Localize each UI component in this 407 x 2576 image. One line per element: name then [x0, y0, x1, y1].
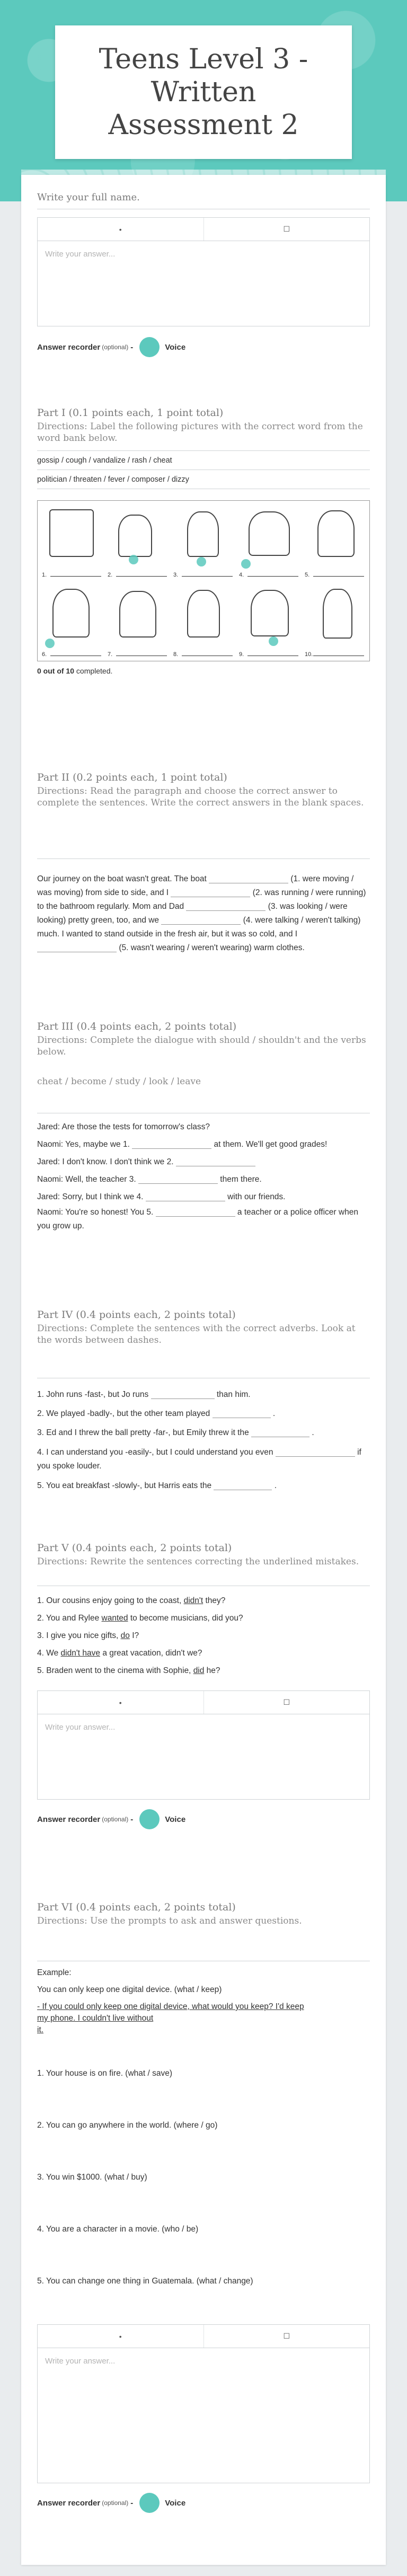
- picture-cell-1: [42, 504, 103, 578]
- recorder-optional: (optional): [102, 1816, 129, 1823]
- picture-label-grid: [37, 500, 370, 661]
- picture-answer-field[interactable]: [50, 576, 101, 577]
- picture-cell-4: [239, 504, 300, 578]
- part4-sentences: [37, 1385, 370, 1495]
- sentence: 3. I give you nice gifts, do I?: [37, 1631, 139, 1640]
- editor-toolbar: [38, 2325, 369, 2348]
- part2-directions: Directions: Read the paragraph and choose the correct answer to complete the sentences. Write the correct answers in the blank spaces.: [37, 786, 364, 808]
- picture-cell-10: [305, 583, 366, 658]
- dialogue-line: Naomi: Well, the teacher 3. them there.: [37, 1171, 370, 1188]
- picture-answer-field[interactable]: [116, 576, 167, 577]
- gap-field-2[interactable]: [171, 887, 250, 897]
- gap-field-2[interactable]: [213, 1407, 271, 1418]
- word-bank-line-2: politician / threaten / fever / composer / dizzy: [37, 475, 189, 484]
- fever-illustration: [187, 511, 219, 557]
- bullet-list-button[interactable]: •: [119, 2332, 122, 2341]
- answer-recorder: [37, 2493, 185, 2513]
- answer-recorder: [37, 1809, 185, 1829]
- gap-field-4[interactable]: [276, 1446, 355, 1457]
- picture-cell-6: [42, 583, 103, 658]
- paragraph-text: (2. was running / were running) to the bathroom regularly. Mom and Dad: [37, 888, 366, 911]
- insert-image-button[interactable]: ☐: [204, 2325, 370, 2348]
- sentence: 4. I can understand you -easily-, but I could understand you even if you spoke louder.: [37, 1446, 370, 1473]
- politician-illustration: [118, 515, 152, 557]
- picture-answer-field[interactable]: [247, 576, 298, 577]
- picture-answer-field[interactable]: [182, 576, 233, 577]
- dizzy-illustration: [317, 510, 355, 557]
- sentence: 1. Our cousins enjoy going to the coast, didn't they?: [37, 1596, 226, 1605]
- picture-number: 7.: [108, 651, 113, 658]
- divider: [37, 858, 370, 859]
- title-box: [55, 25, 352, 159]
- prompt-1: 1. Your house is on fire. (what / save): [37, 2069, 173, 2078]
- paragraph-text: Our journey on the boat wasn't great. The boat: [37, 874, 207, 883]
- paragraph-text: (4. were talking / weren't talking) much. I wanted to stand outside in the fresh air, but it was so cold, and I: [37, 916, 361, 939]
- picture-number: 9.: [239, 651, 244, 658]
- record-voice-button[interactable]: [139, 337, 160, 357]
- recorder-dash: -: [130, 2498, 134, 2508]
- name-prompt: Write your full name.: [37, 192, 140, 203]
- gap-field-1[interactable]: [132, 1138, 211, 1149]
- divider: [37, 450, 370, 451]
- part5-sentences: [37, 1592, 370, 1679]
- dialogue-line: Jared: Sorry, but I think we 4. with our friends.: [37, 1188, 370, 1206]
- sentence: 2. We played -badly-, but the other team played .: [37, 1404, 370, 1423]
- answer-placeholder: Write your answer...: [45, 250, 116, 259]
- dialogue-line: Jared: Are those the tests for tomorrow's class?: [37, 1122, 210, 1131]
- prompt-4: 4. You are a character in a movie. (who / be): [37, 2225, 199, 2234]
- hint-dot[interactable]: [45, 639, 55, 648]
- gap-field-4[interactable]: [161, 914, 241, 925]
- dialogue-line: Naomi: You're so honest! You 5. a teacher or a police officer when you grow up.: [37, 1206, 370, 1233]
- sentence: 5. You eat breakfast -slowly-, but Harris eats the .: [37, 1476, 370, 1495]
- part2-title: Part II (0.2 points each, 1 point total): [37, 772, 227, 783]
- gap-field-3[interactable]: [138, 1173, 218, 1184]
- sentence: 4. We didn't have a great vacation, didn't we?: [37, 1649, 202, 1658]
- recorder-voice[interactable]: Voice: [165, 342, 186, 352]
- word-bank-line-1: gossip / cough / vandalize / rash / cheat: [37, 456, 172, 465]
- recorder-dash: -: [130, 342, 134, 352]
- dialogue-line: Jared: I don't know. I don't think we 2.: [37, 1153, 370, 1171]
- part1-title: Part I (0.1 points each, 1 point total): [37, 407, 224, 419]
- part5-title: Part V (0.4 points each, 2 points total): [37, 1542, 232, 1554]
- recorder-label: Answer recorder: [37, 2498, 101, 2508]
- gap-field-3[interactable]: [186, 900, 266, 911]
- bullet-list-button[interactable]: •: [119, 1698, 122, 1707]
- sentence: 2. You and Rylee wanted to become musicians, did you?: [37, 1614, 243, 1623]
- part6-example: [37, 1966, 370, 2036]
- part3-title: Part III (0.4 points each, 2 points total): [37, 1021, 237, 1032]
- part5-answer-editor[interactable]: [37, 1690, 370, 1800]
- example-label: Example:: [37, 1968, 72, 1977]
- answer-placeholder: Write your answer...: [45, 2357, 116, 2366]
- part4-directions: Directions: Complete the sentences with the correct adverbs. Look at the words between dashes.: [37, 1323, 356, 1345]
- rash-illustration: [323, 589, 352, 639]
- picture-number: 5.: [305, 572, 310, 578]
- picture-cell-3: [173, 504, 235, 578]
- gap-field-5[interactable]: [214, 1480, 272, 1490]
- picture-number: 10.: [305, 651, 313, 658]
- picture-number: 6.: [42, 651, 47, 658]
- gap-field-4[interactable]: [146, 1191, 225, 1201]
- sentence: 5. Braden went to the cinema with Sophie, did he?: [37, 1666, 220, 1675]
- part3-directions: Directions: Complete the dialogue with should / shouldn't and the verbs below.: [37, 1035, 366, 1057]
- insert-image-button[interactable]: ☐: [204, 1691, 370, 1714]
- example-question: You can only keep one digital device. (what / keep): [37, 1985, 222, 1994]
- recorder-label: Answer recorder: [37, 1814, 101, 1824]
- name-answer-editor[interactable]: [37, 217, 370, 326]
- part5-directions: Directions: Rewrite the sentences correcting the underlined mistakes.: [37, 1556, 359, 1567]
- editor-toolbar: [38, 218, 369, 241]
- part3-dialogue: [37, 1118, 370, 1233]
- threaten-illustration: [119, 591, 156, 638]
- prompt-3: 3. You win $1000. (what / buy): [37, 2173, 147, 2182]
- sentence: 1. John runs -fast-, but Jo runs than him.: [37, 1385, 370, 1404]
- progress-suffix: completed.: [74, 667, 113, 675]
- picture-number: 3.: [173, 572, 179, 578]
- cheat-illustration: [251, 590, 289, 636]
- part6-answer-editor[interactable]: [37, 2324, 370, 2483]
- example-answer: - If you could only keep one digital device, what would you keep? I'd keep my phone. I couldn't live without it.: [37, 2002, 304, 2034]
- gap-field-5[interactable]: [37, 942, 117, 952]
- record-voice-button[interactable]: [139, 1809, 160, 1829]
- recorder-voice[interactable]: Voice: [165, 1814, 186, 1824]
- prompt-2: 2. You can go anywhere in the world. (where / go): [37, 2121, 218, 2130]
- gap-field-2[interactable]: [176, 1156, 255, 1166]
- record-voice-button[interactable]: [139, 2493, 160, 2513]
- picture-cell-7: [108, 583, 169, 658]
- dialogue-line: Naomi: Yes, maybe we 1. at them. We'll get good grades!: [37, 1136, 370, 1153]
- cough-illustration: [187, 590, 220, 638]
- part1-directions: Directions: Label the following pictures with the correct word from the word bank below.: [37, 421, 363, 444]
- picture-cell-9: [239, 583, 300, 658]
- progress-count: 0 out of 10: [37, 667, 75, 675]
- part3-word-bank: cheat / become / study / look / leave: [37, 1076, 201, 1087]
- recorder-voice[interactable]: Voice: [165, 2498, 186, 2508]
- worksheet-card: [21, 175, 386, 2565]
- sentence: 3. Ed and I threw the ball pretty -far-, but Emily threw it the .: [37, 1423, 370, 1442]
- hint-dot[interactable]: [197, 557, 206, 566]
- part6-title: Part VI (0.4 points each, 2 points total): [37, 1901, 236, 1913]
- part4-title: Part IV (0.4 points each, 2 points total): [37, 1309, 236, 1321]
- hint-dot[interactable]: [129, 555, 138, 564]
- prompt-5: 5. You can change one thing in Guatemala. (what / change): [37, 2277, 253, 2286]
- picture-cell-2: [108, 504, 169, 578]
- composer-illustration: [49, 509, 94, 557]
- answer-placeholder: Write your answer...: [45, 1723, 116, 1732]
- recorder-label: Answer recorder: [37, 342, 101, 352]
- picture-number: 2.: [108, 572, 113, 578]
- hint-dot[interactable]: [241, 559, 251, 569]
- picture-number: 4.: [239, 572, 244, 578]
- part6-directions: Directions: Use the prompts to ask and answer questions.: [37, 1916, 302, 1926]
- picture-number: 1.: [42, 572, 47, 578]
- page-title: Teens Level 3 - Written Assessment 2: [99, 43, 308, 141]
- picture-cell-8: [173, 583, 235, 658]
- editor-toolbar: [38, 1691, 369, 1714]
- recorder-optional: (optional): [102, 2499, 129, 2507]
- recorder-dash: -: [130, 1814, 134, 1824]
- hint-dot[interactable]: [269, 636, 278, 646]
- insert-image-button[interactable]: ☐: [204, 218, 370, 241]
- paragraph-text: (3. was looking / were looking) pretty green, too, and we: [37, 902, 348, 925]
- recorder-optional: (optional): [102, 343, 129, 351]
- picture-cell-5: [305, 504, 366, 578]
- picture-number: 8.: [173, 651, 179, 658]
- part2-paragraph: [37, 872, 370, 955]
- gap-field-3[interactable]: [251, 1427, 309, 1437]
- gap-field-1[interactable]: [209, 873, 288, 883]
- part1-progress: [37, 667, 112, 675]
- paragraph-text: (1. were moving / was moving) from side to side, and I: [37, 874, 354, 897]
- answer-recorder: [37, 337, 185, 357]
- vandalize-illustration: [52, 589, 90, 638]
- gap-field-5[interactable]: [156, 1206, 235, 1217]
- gossip-illustration: [249, 511, 290, 556]
- picture-answer-field[interactable]: [313, 576, 364, 577]
- bullet-list-button[interactable]: •: [119, 225, 122, 234]
- paragraph-text: (5. wasn't wearing / weren't wearing) warm clothes.: [119, 943, 305, 952]
- gap-field-1[interactable]: [151, 1388, 215, 1399]
